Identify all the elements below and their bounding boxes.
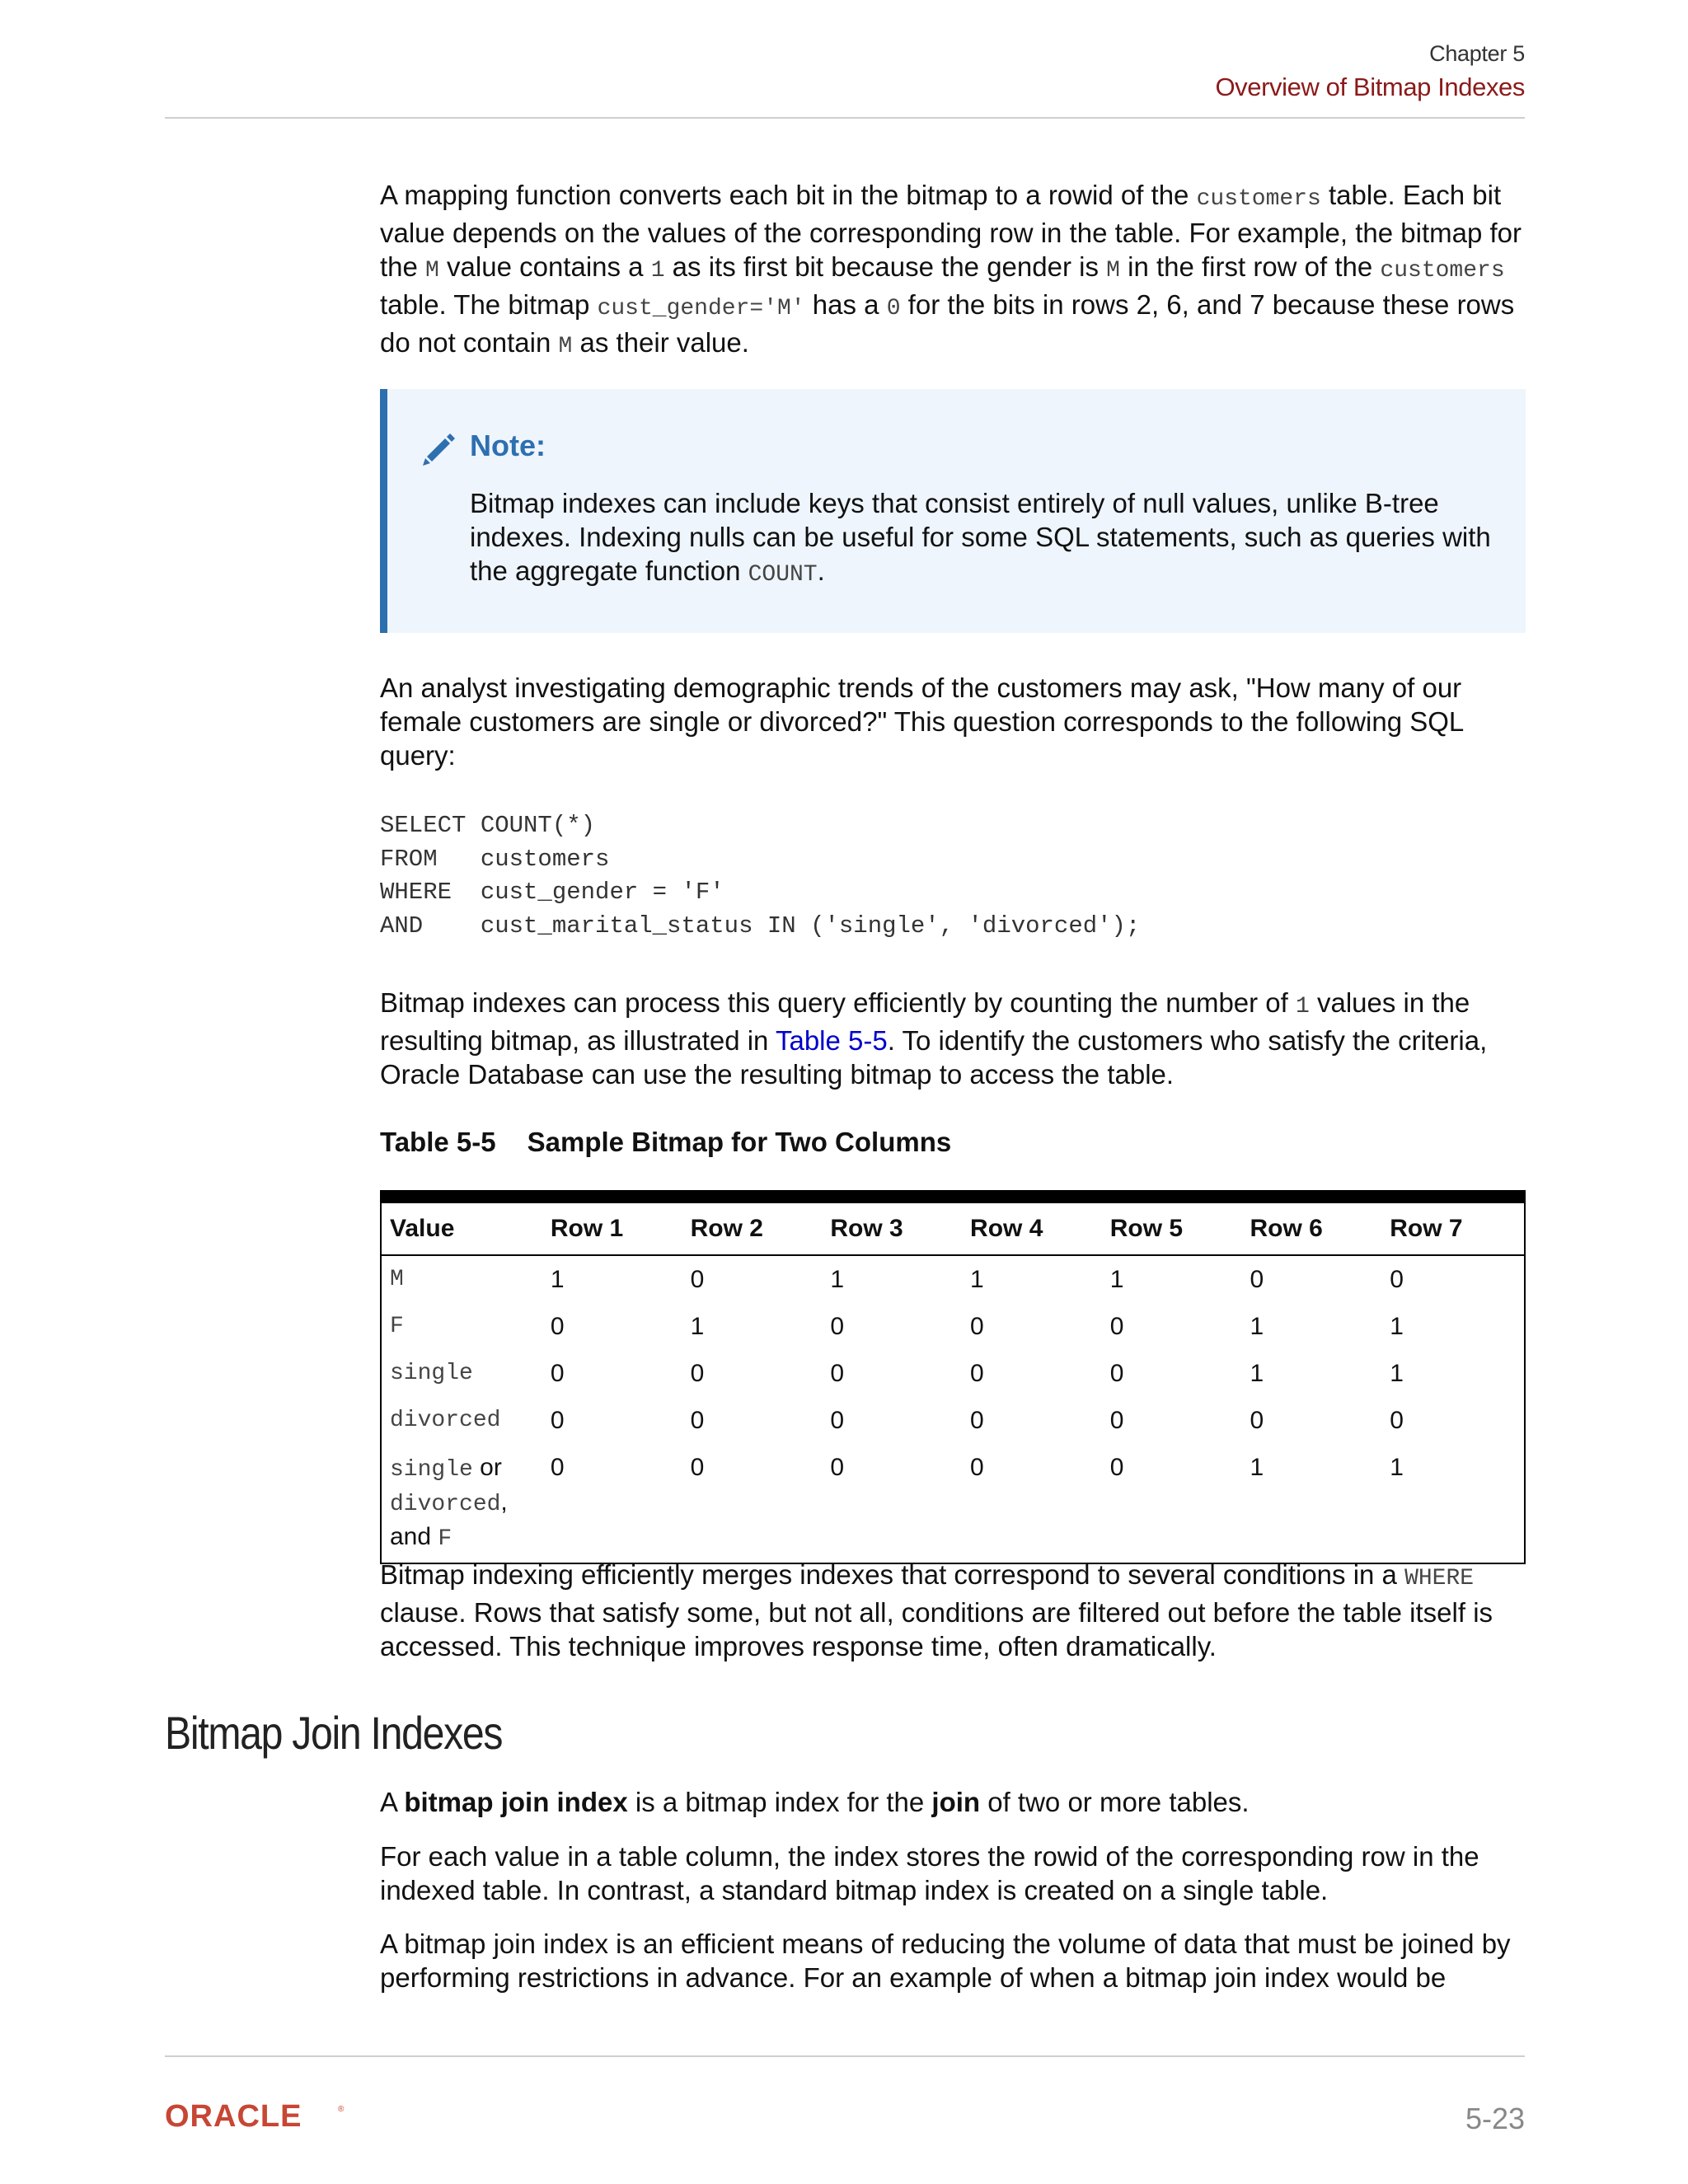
bit-cell: 1	[1250, 1313, 1264, 1340]
row-value: single	[390, 1361, 473, 1386]
intro-paragraph-block	[380, 178, 1526, 363]
bit-cell: 1	[970, 1266, 984, 1293]
footer-divider	[165, 2055, 1525, 2057]
bit-cell: 0	[690, 1360, 705, 1387]
oracle-logo	[165, 2100, 354, 2133]
bit-cell: 0	[1250, 1266, 1264, 1293]
bit-cell: 1	[1109, 1266, 1124, 1293]
bit-cell: 0	[1109, 1454, 1124, 1481]
row-value: divorced	[390, 1408, 501, 1433]
row-value: F	[390, 1314, 404, 1339]
note-text-block	[470, 486, 1492, 592]
table-header-row	[381, 1197, 1525, 1255]
bit-cell: 1	[830, 1266, 845, 1293]
header-divider	[165, 117, 1525, 119]
row-value-combined: single or divorced, and F	[390, 1454, 508, 1552]
bit-cell: 1	[1390, 1360, 1404, 1387]
merge-paragraph-block	[380, 1558, 1526, 1663]
bit-cell: 0	[550, 1360, 565, 1387]
column-header: Row 4	[962, 1197, 1102, 1255]
definition-paragraph: A bitmap join index is a bitmap index for the join of two or more tables.	[380, 1787, 1250, 1817]
bit-cell: 0	[830, 1407, 845, 1434]
section-para-3-block	[380, 1927, 1526, 1994]
rowid-paragraph: For each value in a table column, the index stores the rowid of the corresponding row in the indexed table. In contrast, a standard bitmap index is created on a single table.	[380, 1841, 1479, 1905]
section-para-1-block	[380, 1785, 1526, 1819]
bit-cell: 0	[1390, 1407, 1404, 1434]
header-chapter: Chapter 5	[1429, 41, 1525, 66]
bit-cell: 0	[1109, 1407, 1124, 1434]
process-paragraph: Bitmap indexes can process this query efficiently by counting the number of 1 values in the resulting bitmap, as illustrated in Table 5-5. To identify the customers who satisfy the criteria, Oracle Database can use the resulting bitmap to access the table.	[380, 987, 1488, 1090]
bitmap-table	[380, 1190, 1526, 1564]
note-text: Bitmap indexes can include keys that consist entirely of null values, unlike B-tree indexes. Indexing nulls can be useful for some SQL statements, such as queries with the aggregate function COUNT.	[470, 488, 1491, 588]
bit-cell: 0	[970, 1454, 984, 1481]
column-header: Row 7	[1381, 1197, 1525, 1255]
bit-cell: 1	[1250, 1454, 1264, 1481]
bit-cell: 0	[1109, 1313, 1124, 1340]
bit-cell: 0	[550, 1454, 565, 1481]
note-box	[380, 389, 1526, 633]
process-paragraph-block	[380, 986, 1526, 1091]
sql-line: AND cust_marital_status IN ('single', 'divorced');	[380, 912, 1141, 940]
column-header: Row 5	[1102, 1197, 1242, 1255]
column-header: Row 2	[682, 1197, 823, 1255]
bit-cell: 0	[690, 1407, 705, 1434]
bit-cell: 0	[970, 1360, 984, 1387]
section-para-2-block	[380, 1840, 1526, 1907]
column-header: Row 3	[822, 1197, 962, 1255]
table-5-5-link[interactable]: Table 5-5	[775, 1025, 888, 1056]
bit-cell: 0	[690, 1454, 705, 1481]
pencil-icon	[420, 430, 458, 468]
note-title: Note:	[470, 429, 546, 462]
section-heading: Bitmap Join Indexes	[165, 1707, 503, 1759]
svg-text:ORACLE: ORACLE	[165, 2100, 302, 2133]
bit-cell: 0	[970, 1407, 984, 1434]
bit-cell: 0	[830, 1454, 845, 1481]
bit-cell: 1	[550, 1266, 565, 1293]
bit-cell: 0	[550, 1313, 565, 1340]
analyst-paragraph: An analyst investigating demographic trends of the customers may ask, "How many of our female customers are single or divorced?" This question corresponds to the following SQL query:	[380, 673, 1464, 771]
sql-code-block	[380, 809, 1526, 943]
header-section-title: Overview of Bitmap Indexes	[1215, 73, 1525, 101]
table-row	[381, 1444, 1525, 1563]
bit-cell: 0	[830, 1313, 845, 1340]
table-caption	[380, 1127, 1526, 1158]
table-title: Sample Bitmap for Two Columns	[527, 1127, 952, 1157]
bit-cell: 0	[830, 1360, 845, 1387]
efficiency-paragraph: A bitmap join index is an efficient means of reducing the volume of data that must be joined by performing restrictions in advance. For an example of when a bitmap join index would be	[380, 1929, 1511, 1993]
analyst-paragraph-block	[380, 671, 1526, 772]
table-row	[381, 1397, 1525, 1444]
column-header: Row 6	[1241, 1197, 1381, 1255]
intro-paragraph: A mapping function converts each bit in the bitmap to a rowid of the customers table. Each bit value depends on the values of the corresponding row in the table. For example, the bitmap for the M value contains a 1 as its first bit because the gender is M in the first row of the customers table. The bitmap cust_gender='M' has a 0 for the bits in rows 2, 6, and 7 because these rows do not contain M as their value.	[380, 180, 1522, 359]
bit-cell: 0	[970, 1313, 984, 1340]
bit-cell: 0	[550, 1407, 565, 1434]
bit-cell: 0	[1109, 1360, 1124, 1387]
merge-paragraph: Bitmap indexing efficiently merges indexes that correspond to several conditions in a WHERE clause. Rows that satisfy some, but not all, conditions are filtered out before the table itself is accessed. This technique improves response time, often dramatically.	[380, 1559, 1493, 1661]
bit-cell: 1	[1390, 1454, 1404, 1481]
column-header: Value	[381, 1197, 542, 1255]
svg-text:®: ®	[338, 2105, 345, 2114]
page-number: 5-23	[1465, 2102, 1525, 2135]
bit-cell: 0	[1250, 1407, 1264, 1434]
column-header: Row 1	[542, 1197, 682, 1255]
sql-line: FROM customers	[380, 845, 610, 873]
bit-cell: 1	[1390, 1313, 1404, 1340]
table-row	[381, 1303, 1525, 1350]
bit-cell: 0	[1390, 1266, 1404, 1293]
bit-cell: 0	[690, 1266, 705, 1293]
sql-line: WHERE cust_gender = 'F'	[380, 879, 724, 906]
bit-cell: 1	[1250, 1360, 1264, 1387]
sql-line: SELECT COUNT(*)	[380, 812, 596, 839]
table-number: Table 5-5	[380, 1127, 496, 1157]
bit-cell: 1	[690, 1313, 705, 1340]
table-row	[381, 1255, 1525, 1303]
table-row	[381, 1350, 1525, 1397]
row-value: M	[390, 1267, 404, 1292]
